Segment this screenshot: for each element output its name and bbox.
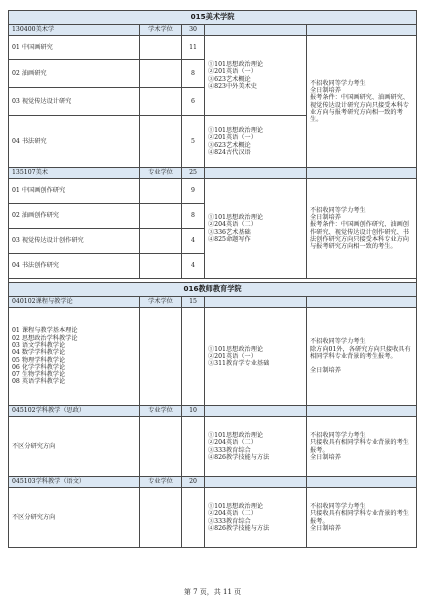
- direction-name: 02 油画研究: [9, 60, 140, 88]
- program-header: [9, 477, 417, 488]
- blank-cell: [140, 60, 182, 88]
- direction-quota: 5: [182, 116, 205, 168]
- catalog-table: [8, 10, 417, 548]
- exam-subjects: ①101思想政治理论 ②201英语（一） ③311教育学专业基础: [205, 308, 307, 406]
- program-notes: 不招收同等学力考生 全日制培养 报考条件：中国画创作研究、油画创作研究、视觉传达设计创作研究、书法创作研究方向只接受本科专业方向与报考研究方向相一致的考生。: [307, 179, 417, 279]
- direction-quota: 8: [182, 60, 205, 88]
- direction-name: 不区分研究方向: [9, 417, 140, 477]
- program-code-name: 135107美术: [9, 168, 140, 179]
- direction-quota: 11: [182, 36, 205, 60]
- exam-header-cell: [205, 297, 307, 308]
- section-header: [9, 283, 417, 297]
- program-quota: 20: [182, 477, 205, 488]
- direction-quota: 6: [182, 88, 205, 116]
- program-quota: 30: [182, 25, 205, 36]
- blank-cell: [140, 229, 182, 254]
- program-code-name: 040102课程与教学论: [9, 297, 140, 308]
- direction-quota: [182, 308, 205, 406]
- notes-header-cell: [307, 297, 417, 308]
- program-notes: 不招收同等学力考生 只接收具有相同学科专业背景的考生报考。 全日制培养: [307, 417, 417, 477]
- degree-type: 学术学位: [140, 297, 182, 308]
- blank-cell: [140, 179, 182, 204]
- catalog-page: [8, 10, 416, 548]
- program-code-name: 130400美术学: [9, 25, 140, 36]
- direction-row: [9, 308, 417, 406]
- notes-header-cell: [307, 406, 417, 417]
- program-header: [9, 406, 417, 417]
- blank-cell: [140, 254, 182, 279]
- notes-header-cell: [307, 25, 417, 36]
- direction-quota: 4: [182, 229, 205, 254]
- program-notes: 不招收同等学力考生 全日制培养 报考条件：中国画研究、油画研究、视觉传达设计研究方向只接受本科专业方向与报考研究方向相一致的考生。: [307, 36, 417, 168]
- program-notes: 不招收同等学力考生 除方向01外，各研究方向只接收具有相同学科专业背景的考生报考。 全日制培养: [307, 308, 417, 406]
- direction-name: 04 书法创作研究: [9, 254, 140, 279]
- degree-type: 专业学位: [140, 168, 182, 179]
- direction-name: 不区分研究方向: [9, 488, 140, 548]
- exam-header-cell: [205, 477, 307, 488]
- blank-cell: [140, 308, 182, 406]
- direction-row: [9, 417, 417, 477]
- blank-cell: [140, 417, 182, 477]
- page-footer: 第 7 页，共 11 页: [183, 588, 242, 596]
- section-header: [9, 11, 417, 25]
- program-quota: 10: [182, 406, 205, 417]
- degree-type: 专业学位: [140, 477, 182, 488]
- direction-row: [9, 179, 417, 204]
- direction-name: 01 中国画研究: [9, 36, 140, 60]
- exam-header-cell: [205, 25, 307, 36]
- exam-subjects: ①101思想政治理论 ②204英语（二） ③336艺术基础 ④825命题写作: [205, 179, 307, 279]
- direction-quota: 9: [182, 179, 205, 204]
- exam-subjects: ①101思想政治理论 ②204英语（二） ③333教育综合 ④826教学技能与方法: [205, 417, 307, 477]
- exam-header-cell: [205, 168, 307, 179]
- direction-quota: [182, 488, 205, 548]
- direction-name: 02 油画创作研究: [9, 204, 140, 229]
- direction-name: 04 书法研究: [9, 116, 140, 168]
- exam-subjects: ①101思想政治理论 ②204英语（二） ③333教育综合 ④826教学技能与方法: [205, 488, 307, 548]
- section-title: 015美术学院: [9, 11, 417, 25]
- program-notes: 不招收同等学力考生 只接收具有相同学科专业背景的考生报考。 全日制培养: [307, 488, 417, 548]
- direction-quota: [182, 417, 205, 477]
- program-header: [9, 168, 417, 179]
- direction-name: 01 中国画创作研究: [9, 179, 140, 204]
- degree-type: 专业学位: [140, 406, 182, 417]
- degree-type: 学术学位: [140, 25, 182, 36]
- notes-header-cell: [307, 477, 417, 488]
- direction-quota: 4: [182, 254, 205, 279]
- program-quota: 25: [182, 168, 205, 179]
- direction-list: 01 课程与教学基本理论 02 思想政治学科教学论 03 语文学科教学论 04 数学学科教学论 05 物理学科教学论 06 化学学科教学论 07 生物学科教学论 08 英语学科教学论: [9, 308, 140, 406]
- program-code-name: 045102学科教学（思政）: [9, 406, 140, 417]
- notes-header-cell: [307, 168, 417, 179]
- direction-name: 03 视觉传达设计研究: [9, 88, 140, 116]
- program-quota: 15: [182, 297, 205, 308]
- exam-header-cell: [205, 406, 307, 417]
- program-header: [9, 25, 417, 36]
- blank-cell: [140, 488, 182, 548]
- exam-subjects: ①101思想政治理论 ②201英语（一） ③623艺术概论 ④823中外美术史: [205, 36, 307, 116]
- direction-row: [9, 36, 417, 60]
- direction-row: [9, 488, 417, 548]
- section-title: 016教师教育学院: [9, 283, 417, 297]
- blank-cell: [140, 36, 182, 60]
- program-header: [9, 297, 417, 308]
- blank-cell: [140, 204, 182, 229]
- direction-quota: 8: [182, 204, 205, 229]
- program-code-name: 045103学科教学（语文）: [9, 477, 140, 488]
- exam-subjects: ①101思想政治理论 ②201英语（一） ③623艺术概论 ④824古代汉语: [205, 116, 307, 168]
- blank-cell: [140, 88, 182, 116]
- blank-cell: [140, 116, 182, 168]
- direction-name: 03 视觉传达设计创作研究: [9, 229, 140, 254]
